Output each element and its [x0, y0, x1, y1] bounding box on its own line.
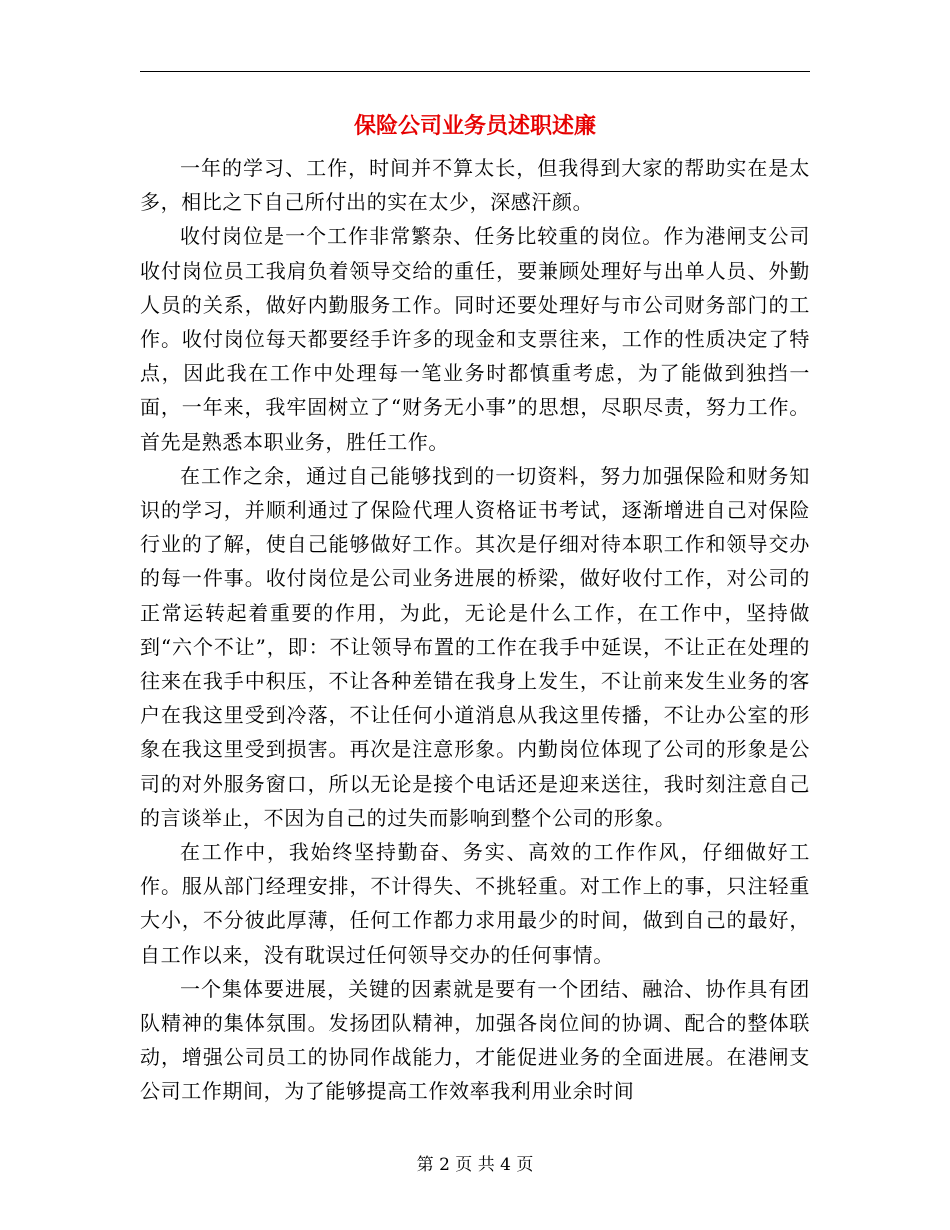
paragraph-5: 一个集体要进展，关键的因素就是要有一个团结、融洽、协作具有团队精神的集体氛围。发扬团队精神，加强各岗位间的协调、配合的整体联动，增强公司员工的协同作战能力，才能促进业务的全面进展。在港闸支公司工作期间，为了能够提高工作效率我利用业余时间: [140, 976, 810, 1104]
header-rule: [140, 71, 810, 72]
page-number-footer: 第 2 页 共 4 页: [416, 1155, 534, 1175]
paragraph-3: 在工作之余，通过自己能够找到的一切资料，努力加强保险和财务知识的学习，并顺利通过了保险代理人资格证书考试，逐渐增进自己对保险行业的了解，使自己能够做好工作。其次是仔细对待本职工作和领导交办的每一件事。收付岗位是公司业务进展的桥梁，做好收付工作，对公司的正常运转起着重要的作用，为此，无论是什么工作，在工作中，坚持做到“六个不让”，即：不让领导布置的工作在我手中延误，不让正在处理的往来在我手中积压，不让各种差错在我身上发生，不让前来发生业务的客户在我这里受到冷落，不让任何小道消息从我这里传播，不让办公室的形象在我这里受到损害。再次是注意形象。内勤岗位体现了公司的形象是公司的对外服务窗口，所以无论是接个电话还是迎来送往，我时刻注意自己的言谈举止，不因为自己的过失而影响到整个公司的形象。: [140, 463, 810, 830]
document-body: [140, 151, 810, 1109]
document-title: 保险公司业务员述职述廉: [353, 113, 596, 139]
paragraph-2: 收付岗位是一个工作非常繁杂、任务比较重的岗位。作为港闸支公司收付岗位员工我肩负着领导交给的重任，要兼顾处理好与出单人员、外勤人员的关系，做好内勤服务工作。同时还要处理好与市公司财务部门的工作。收付岗位每天都要经手许多的现金和支票往来，工作的性质决定了特点，因此我在工作中处理每一笔业务时都慎重考虑，为了能做到独挡一面，一年来，我牢固树立了“财务无小事”的思想，尽职尽责，努力工作。首先是熟悉本职业务，胜任工作。: [140, 224, 810, 454]
paragraph-4: 在工作中，我始终坚持勤奋、务实、高效的工作作风，仔细做好工作。服从部门经理安排，不计得失、不挑轻重。对工作上的事，只注轻重大小，不分彼此厚薄，任何工作都力求用最少的时间，做到自己的最好，自工作以来，没有耽误过任何领导交办的任何事情。: [140, 840, 810, 967]
paragraph-1: 一年的学习、工作，时间并不算太长，但我得到大家的帮助实在是太多，相比之下自己所付出的实在太少，深感汗颜。: [140, 156, 810, 215]
